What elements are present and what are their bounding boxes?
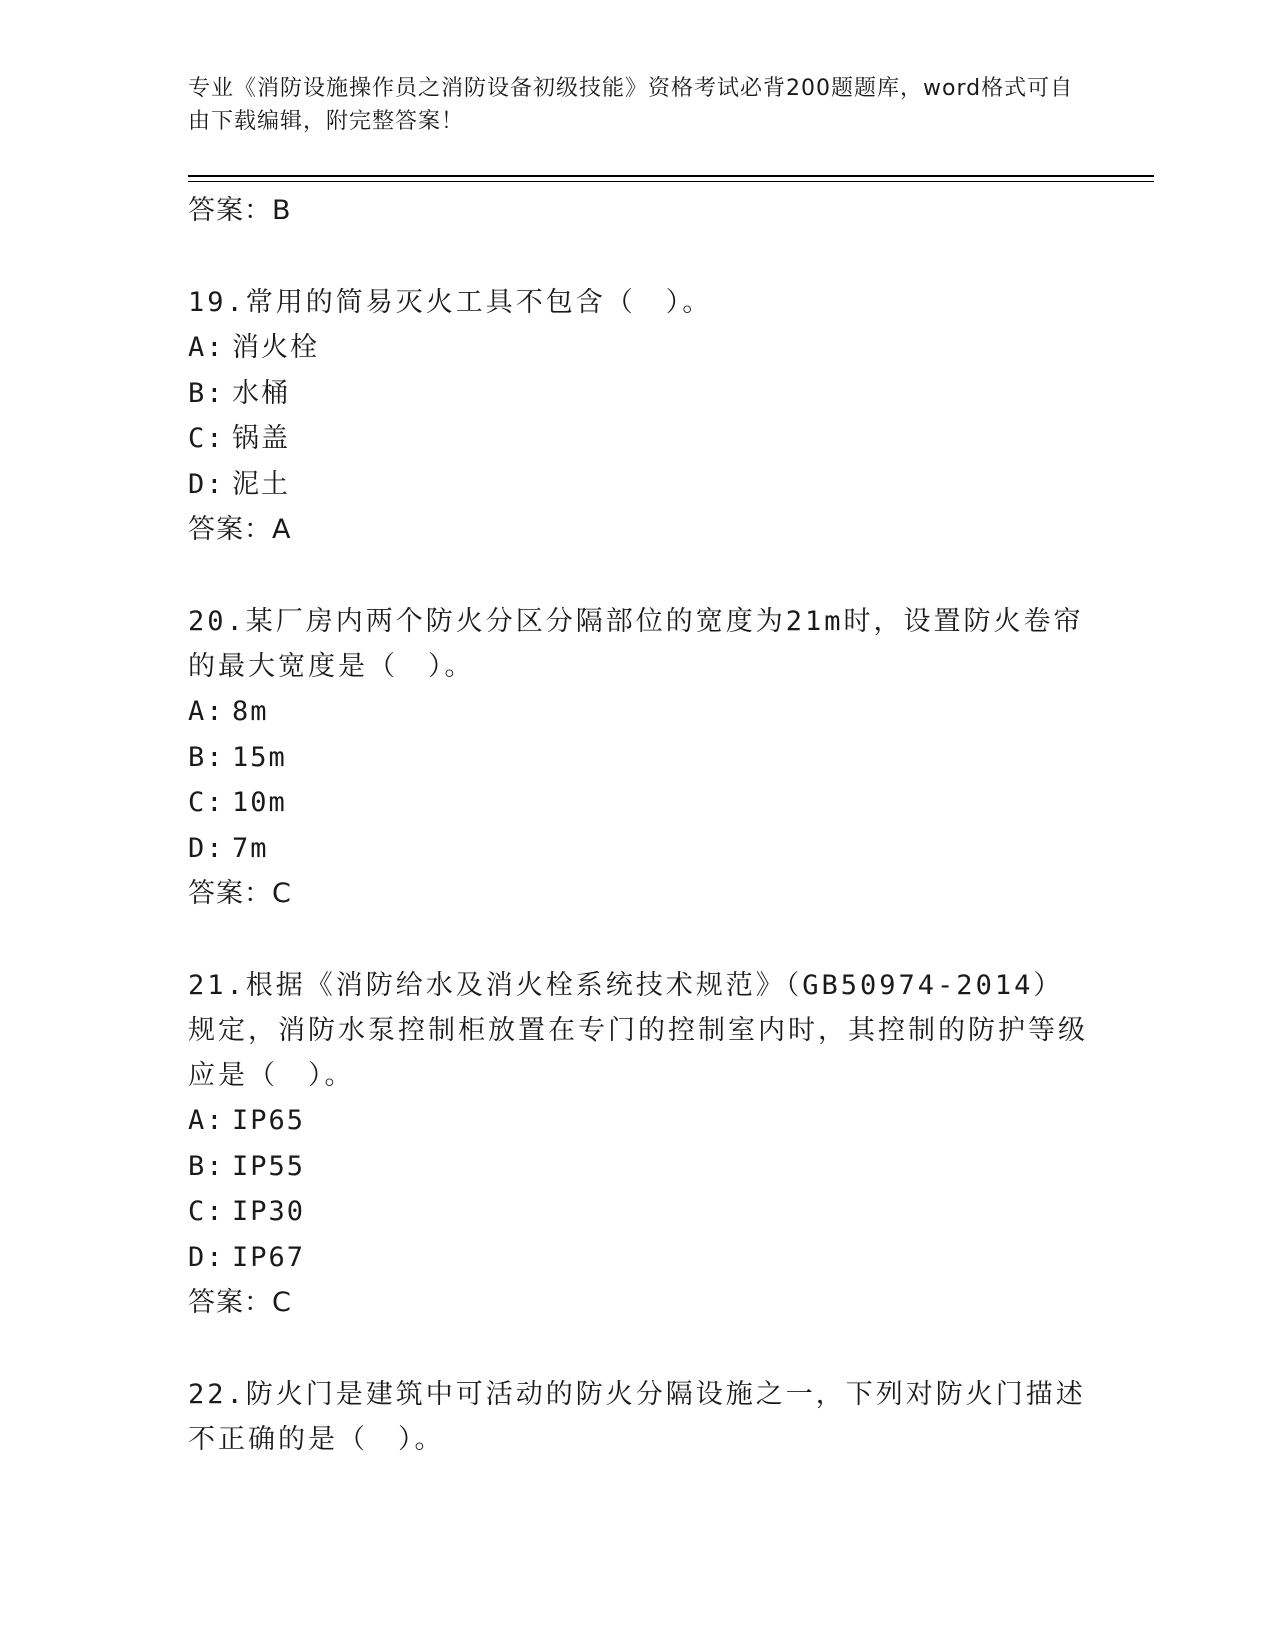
option-text: 消火栓 [232, 332, 319, 363]
option-d [188, 1235, 1088, 1281]
question-20 [188, 599, 1088, 917]
question-stem: 21.根据《消防给水及消火栓系统技术规范》（GB50974-2014）规定，消防水泵控制柜放置在专门的控制室内时，其控制的防护等级应是（ ）。 [188, 970, 1088, 1091]
option-letter: C: [188, 423, 225, 454]
option-text: 10m [232, 787, 287, 818]
option-a [188, 1098, 1088, 1144]
answer: 答案：C [188, 878, 292, 909]
option-b [188, 735, 1088, 781]
option-letter: D: [188, 1241, 225, 1273]
option-letter: C: [188, 1196, 225, 1227]
header-divider-thick [188, 175, 1154, 177]
option-c [188, 1189, 1088, 1235]
option-letter: A: [188, 332, 225, 363]
answer: 答案：A [188, 514, 292, 545]
option-d [188, 826, 1088, 872]
option-text: 锅盖 [232, 423, 290, 454]
answer: 答案：C [188, 1287, 292, 1318]
option-letter: A: [188, 1105, 225, 1136]
option-a [188, 689, 1088, 735]
option-b [188, 371, 1088, 417]
option-letter: A: [188, 696, 225, 727]
document-header-note: 专业《消防设施操作员之消防设备初级技能》资格考试必背200题题库，word格式可自由下载编辑，附完整答案！ [188, 76, 1074, 134]
option-text: 8m [232, 696, 269, 727]
option-text: IP30 [232, 1196, 306, 1227]
option-text: 7m [232, 832, 269, 864]
option-text: 15m [232, 741, 287, 773]
option-c [188, 780, 1088, 826]
question-stem: 19.常用的简易灭火工具不包含（ ）。 [188, 287, 713, 318]
option-c [188, 416, 1088, 462]
option-letter: D: [188, 468, 225, 500]
question-22 [188, 1372, 1088, 1462]
question-list [188, 188, 1088, 1462]
option-b [188, 1144, 1088, 1190]
option-a [188, 325, 1088, 371]
header-divider-thin [188, 181, 1154, 182]
option-text: IP67 [232, 1241, 306, 1273]
option-letter: B: [188, 1150, 225, 1182]
option-text: IP65 [232, 1105, 306, 1136]
option-text: 水桶 [232, 377, 290, 409]
question-19 [188, 280, 1088, 553]
question-21 [188, 963, 1088, 1326]
question-stem: 22.防火门是建筑中可活动的防火分隔设施之一，下列对防火门描述不正确的是（ ）。 [188, 1379, 1086, 1455]
question-stem: 20.某厂房内两个防火分区分隔部位的宽度为21m时，设置防火卷帘的最大宽度是（ ）。 [188, 606, 1084, 682]
option-letter: D: [188, 832, 225, 864]
option-letter: C: [188, 787, 225, 818]
option-letter: B: [188, 741, 225, 773]
option-letter: B: [188, 377, 225, 409]
option-d [188, 462, 1088, 508]
option-text: 泥土 [232, 468, 290, 500]
previous-answer: 答案：B [188, 195, 292, 226]
option-text: IP55 [232, 1150, 306, 1182]
